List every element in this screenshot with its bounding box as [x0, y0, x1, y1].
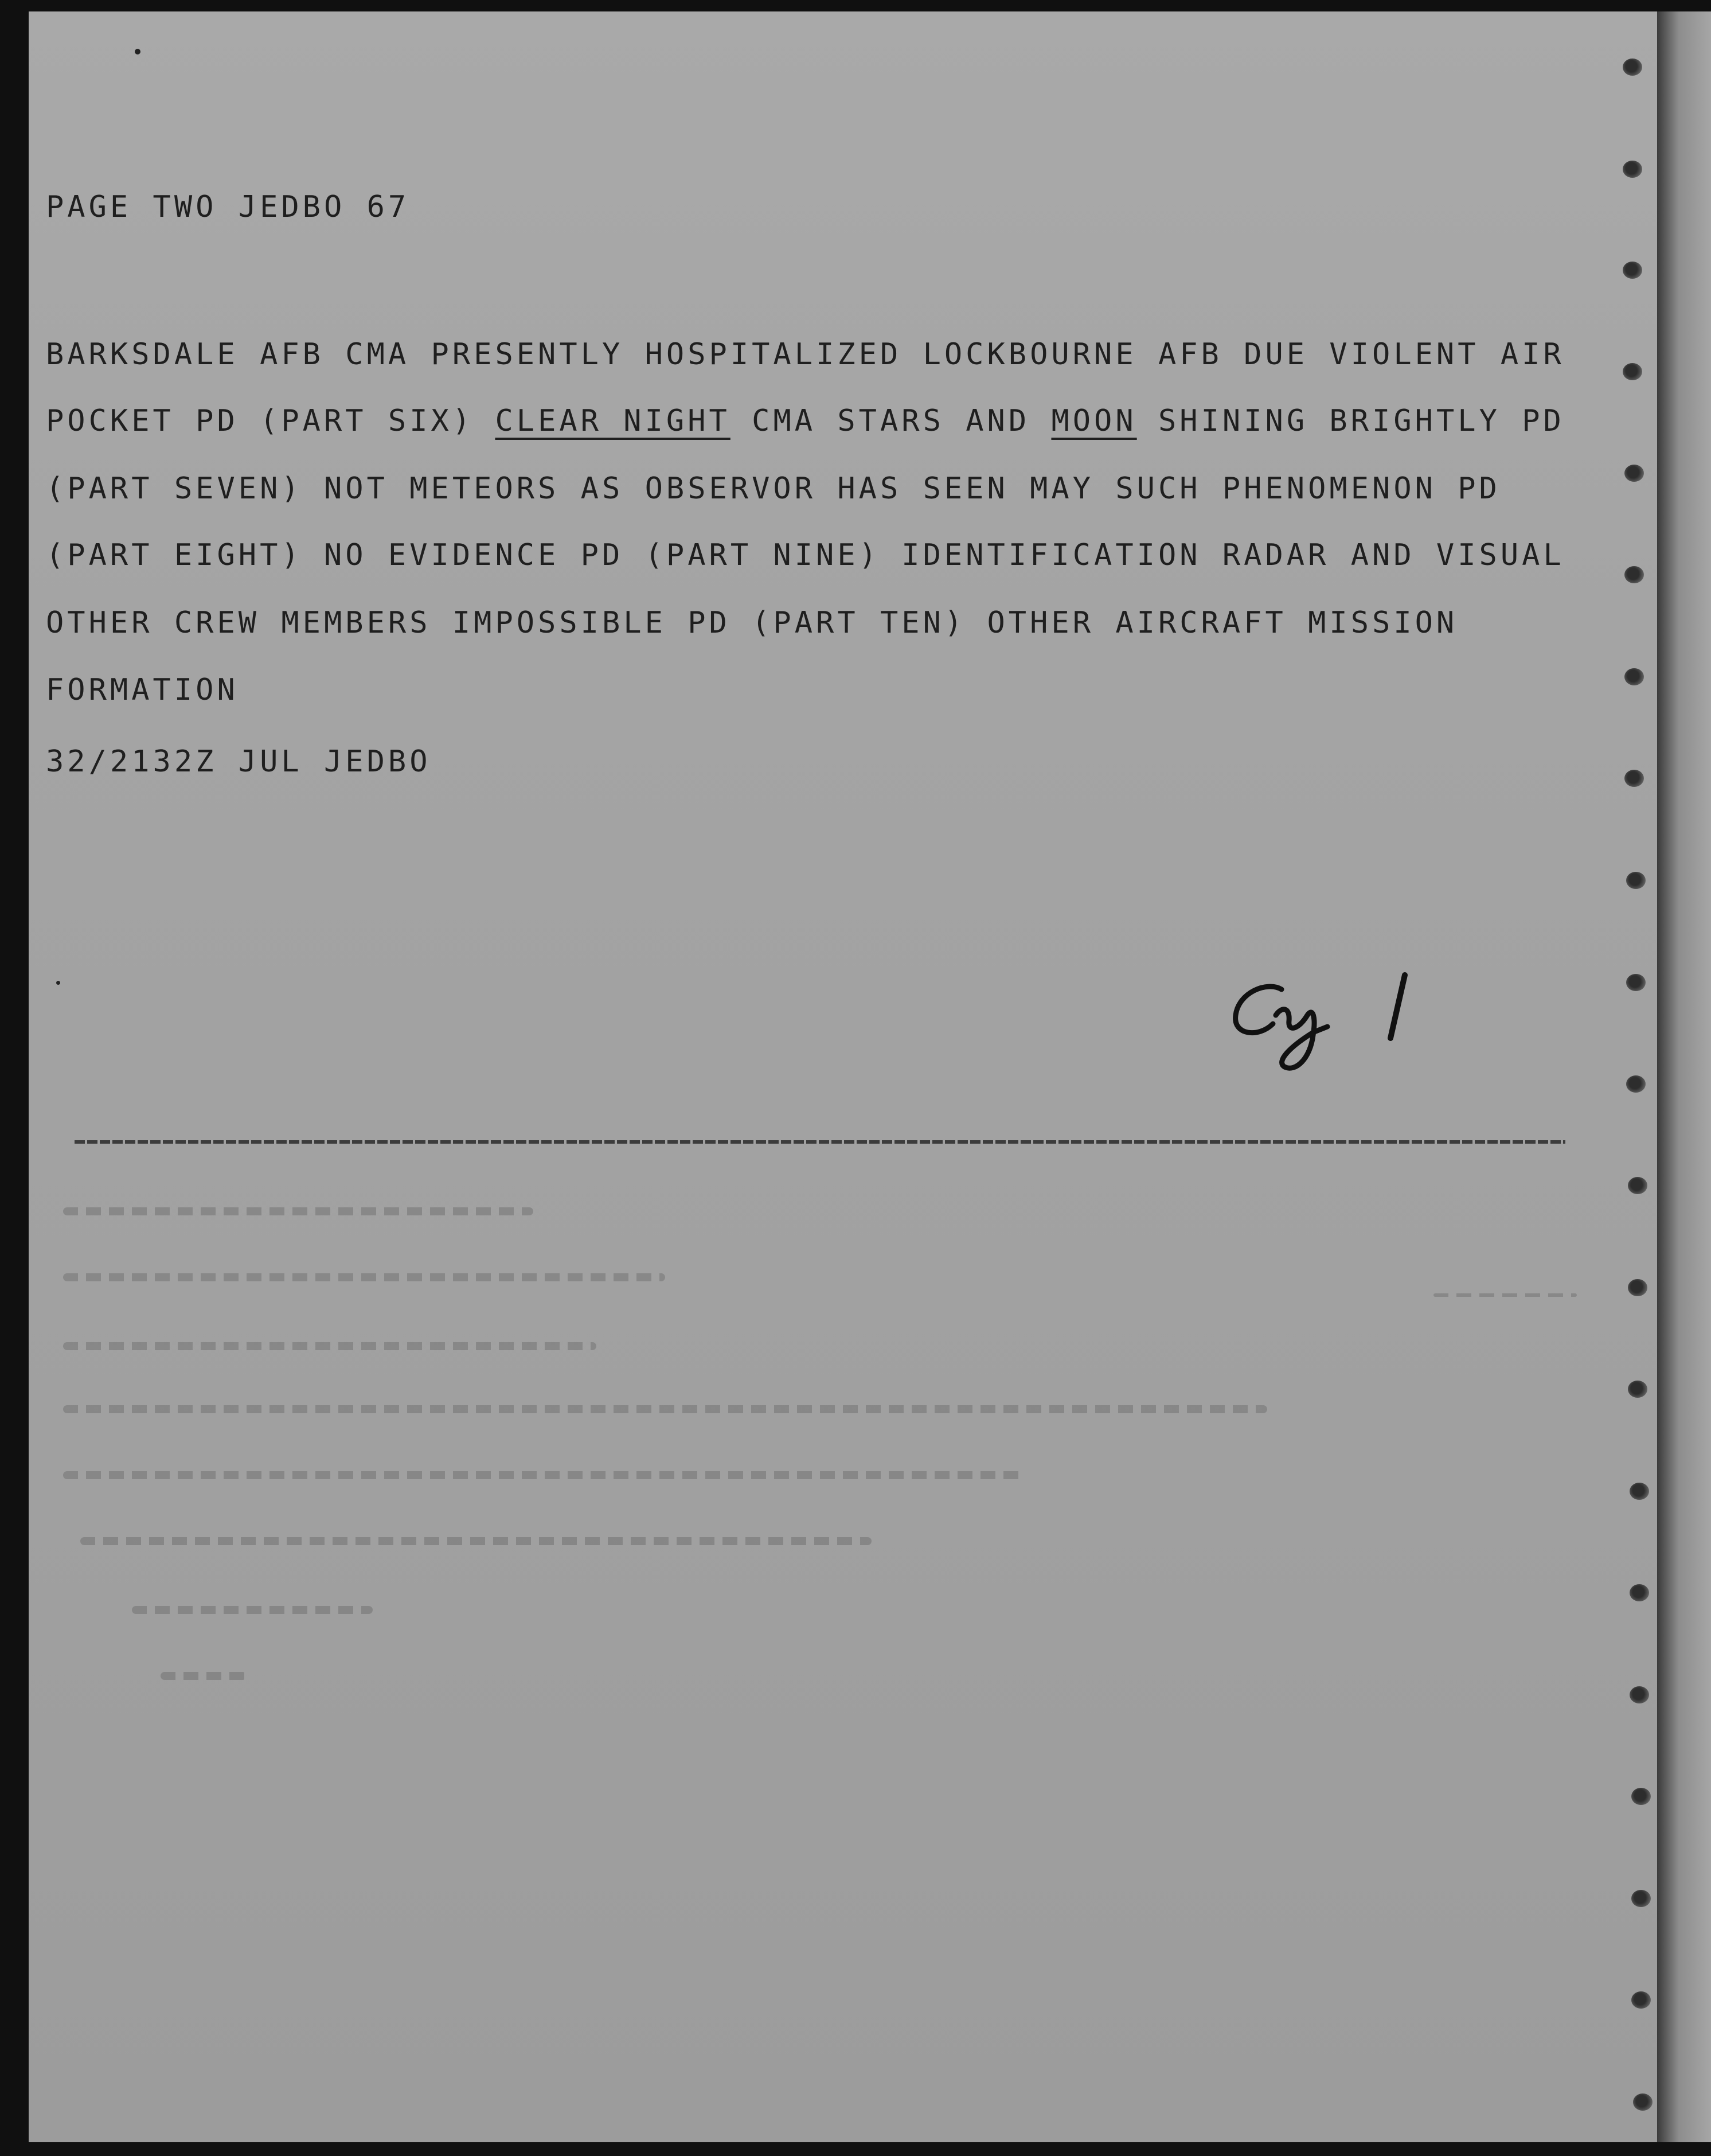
message-line-2-mid: CMA STARS AND [730, 404, 1052, 438]
message-line-2 [46, 406, 1565, 436]
faint-carbon-line [63, 1342, 596, 1350]
underlined-moon: MOON [1051, 404, 1137, 438]
sprocket-hole-icon [1624, 668, 1644, 685]
message-line-2-start: POCKET PD (PART SIX) [46, 404, 495, 438]
sprocket-hole-icon [1626, 872, 1646, 889]
message-line-4: (PART EIGHT) NO EVIDENCE PD (PART NINE) IDENTIFICATION RADAR AND VISUAL [46, 538, 1565, 572]
tear-line [75, 1140, 1565, 1144]
handwritten-annotation [1227, 966, 1433, 1087]
faint-carbon-line [161, 1672, 247, 1680]
sprocket-hole-icon [1631, 1991, 1651, 2009]
sprocket-hole-icon [1630, 1584, 1649, 1601]
sprocket-hole-icon [1623, 363, 1642, 380]
faint-carbon-line [63, 1405, 1267, 1413]
message-line-6: FORMATION [46, 673, 239, 707]
faint-carbon-line [63, 1207, 533, 1215]
sprocket-hole-icon [1624, 566, 1644, 583]
faint-carbon-line [63, 1471, 1026, 1479]
sprocket-hole-icon [1628, 1177, 1647, 1194]
sprocket-hole-icon [1626, 1075, 1646, 1093]
faint-carbon-line [132, 1606, 373, 1614]
sprocket-hole-icon [1623, 262, 1642, 279]
message-line-2-end: SHINING BRIGHTLY PD [1136, 404, 1565, 438]
sprocket-hole-icon [1626, 974, 1646, 991]
tractor-feed-strip [1657, 11, 1711, 2142]
sprocket-hole-icon [1633, 2093, 1653, 2111]
faint-carbon-line [1433, 1293, 1577, 1297]
message-line-5: OTHER CREW MEMBERS IMPOSSIBLE PD (PART TEN) OTHER AIRCRAFT MISSION [46, 606, 1458, 640]
sprocket-hole-icon [1624, 465, 1644, 482]
sprocket-hole-icon [1623, 161, 1642, 178]
sprocket-hole-icon [1631, 1890, 1651, 1907]
date-time-group: 32/2132Z JUL JEDBO [46, 744, 431, 779]
sprocket-hole-icon [1623, 59, 1642, 76]
sprocket-hole-icon [1630, 1686, 1649, 1703]
page-header: PAGE TWO JEDBO 67 [46, 190, 410, 224]
sprocket-hole-icon [1624, 770, 1644, 787]
paper-speck [135, 49, 140, 54]
faint-carbon-line [80, 1537, 872, 1545]
sprocket-hole-icon [1628, 1381, 1647, 1398]
sprocket-hole-icon [1630, 1483, 1649, 1500]
faint-carbon-line [63, 1273, 665, 1281]
underlined-clear-night: CLEAR NIGHT [495, 404, 731, 438]
message-line-1: BARKSDALE AFB CMA PRESENTLY HOSPITALIZED LOCKBOURNE AFB DUE VIOLENT AIR [46, 337, 1565, 372]
teletype-sheet [29, 11, 1657, 2142]
message-line-3: (PART SEVEN) NOT METEORS AS OBSERVOR HAS SEEN MAY SUCH PHENOMENON PD [46, 471, 1501, 506]
sprocket-hole-icon [1631, 1788, 1651, 1805]
paper-speck [56, 981, 60, 985]
sprocket-hole-icon [1628, 1279, 1647, 1296]
